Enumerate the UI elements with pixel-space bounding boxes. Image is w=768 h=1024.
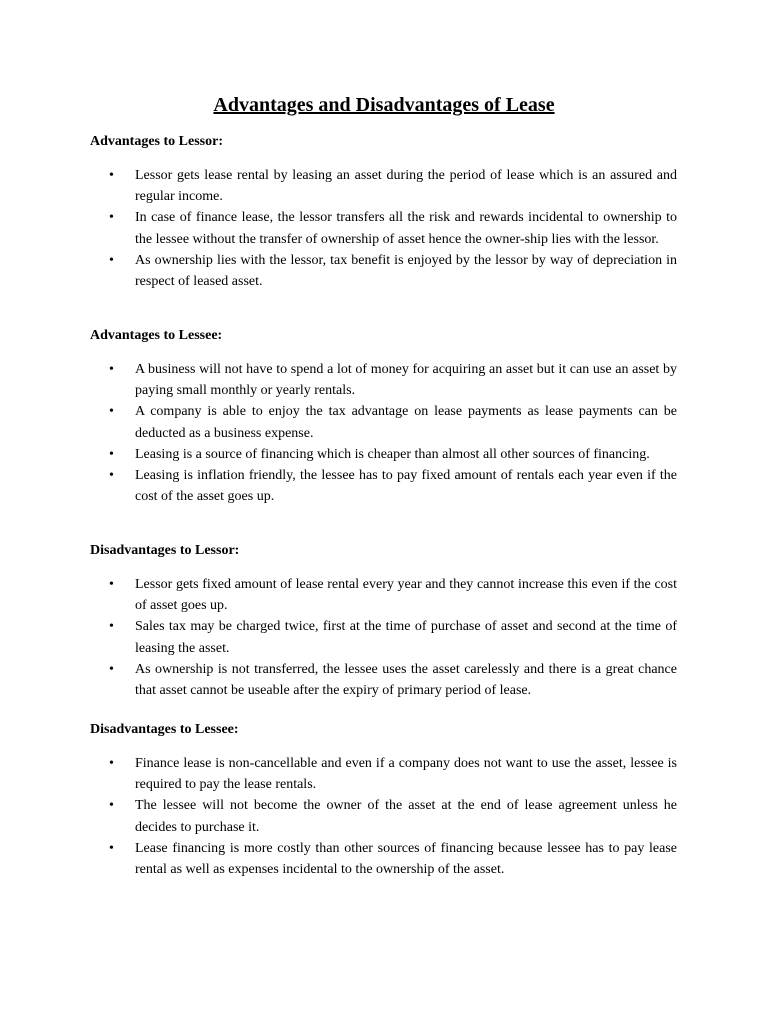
- section-disadvantages-to-lessor: [90, 542, 690, 699]
- bullet-list: [109, 359, 677, 507]
- list-item-text: Leasing is inflation friendly, the lessee has to pay fixed amount of rentals each year even if the cost of the asset goes up.: [135, 468, 677, 505]
- bullet-list: [109, 165, 677, 292]
- list-item: [109, 401, 677, 443]
- bullet-marker: •: [109, 798, 114, 814]
- bullet-marker: •: [109, 252, 114, 268]
- list-item: [109, 207, 677, 249]
- list-item-text: Finance lease is non-cancellable and even if a company does not want to use the asset, lessee is required to pay the lease rentals.: [135, 756, 677, 793]
- list-item-text: Lessor gets fixed amount of lease rental every year and they cannot increase this even if the cost of asset goes up.: [135, 577, 677, 614]
- list-item: [109, 465, 677, 507]
- list-item: [109, 444, 677, 465]
- section-advantages-to-lessor: [90, 133, 690, 290]
- list-item: [109, 574, 677, 616]
- list-item-text: A business will not have to spend a lot of money for acquiring an asset but it can use an asset by paying small monthly or yearly rentals.: [135, 362, 677, 399]
- bullet-marker: •: [109, 404, 114, 420]
- list-item-text: As ownership lies with the lessor, tax benefit is enjoyed by the lessor by way of depreciation in respect of leased asset.: [135, 252, 677, 290]
- list-item-text: As ownership is not transferred, the lessee uses the asset carelessly and there is a great chance that asset cannot be useable after the expiry of primary period of lease.: [135, 661, 677, 699]
- bullet-marker: •: [109, 210, 114, 226]
- bullet-marker: •: [109, 661, 114, 677]
- list-item-text: Lessor gets lease rental by leasing an asset during the period of lease which is an assured and regular income.: [135, 168, 677, 205]
- list-item: [109, 659, 677, 701]
- section-heading: Disadvantages to Lessee:: [90, 722, 239, 737]
- section-heading: Advantages to Lessor:: [90, 134, 223, 149]
- list-item: [109, 753, 677, 795]
- list-item: [109, 838, 677, 880]
- list-item: [109, 359, 677, 401]
- list-item-text: The lessee will not become the owner of the asset at the end of lease agreement unless he decides to purchase it.: [135, 798, 677, 835]
- bullet-marker: •: [109, 577, 114, 592]
- bullet-marker: •: [109, 168, 114, 183]
- bullet-marker: •: [109, 446, 114, 462]
- bullet-marker: •: [109, 840, 114, 856]
- list-item: [109, 250, 677, 292]
- list-item-text: Sales tax may be charged twice, first at the time of purchase of asset and second at the time of leasing the asset.: [135, 619, 677, 656]
- bullet-marker: •: [109, 756, 114, 771]
- bullet-list: [109, 753, 677, 880]
- list-item: [109, 795, 677, 837]
- section-heading: Advantages to Lessee:: [90, 328, 223, 343]
- section-heading: Disadvantages to Lessor:: [90, 543, 240, 558]
- list-item: [109, 165, 677, 207]
- bullet-marker: •: [109, 619, 114, 635]
- document-title: Advantages and Disadvantages of Lease: [213, 94, 555, 116]
- section-disadvantages-to-lessee: [90, 721, 690, 878]
- list-item-text: Leasing is a source of financing which is cheaper than almost all other sources of financing.: [135, 446, 650, 462]
- bullet-list: [109, 574, 677, 701]
- list-item: [109, 616, 677, 658]
- bullet-marker: •: [109, 362, 114, 377]
- list-item-text: In case of finance lease, the lessor transfers all the risk and rewards incidental to ownership to the lessee without the transfer of ownership of asset hence the owner-ship lies with the lessor.: [135, 210, 677, 247]
- section-advantages-to-lessee: [90, 327, 690, 505]
- list-item-text: A company is able to enjoy the tax advantage on lease payments as lease payments can be deducted as a business expense.: [135, 404, 677, 441]
- list-item-text: Lease financing is more costly than other sources of financing because lessee has to pay lease rental as well as expenses incidental to the ownership of the asset.: [135, 840, 677, 878]
- bullet-marker: •: [109, 468, 114, 484]
